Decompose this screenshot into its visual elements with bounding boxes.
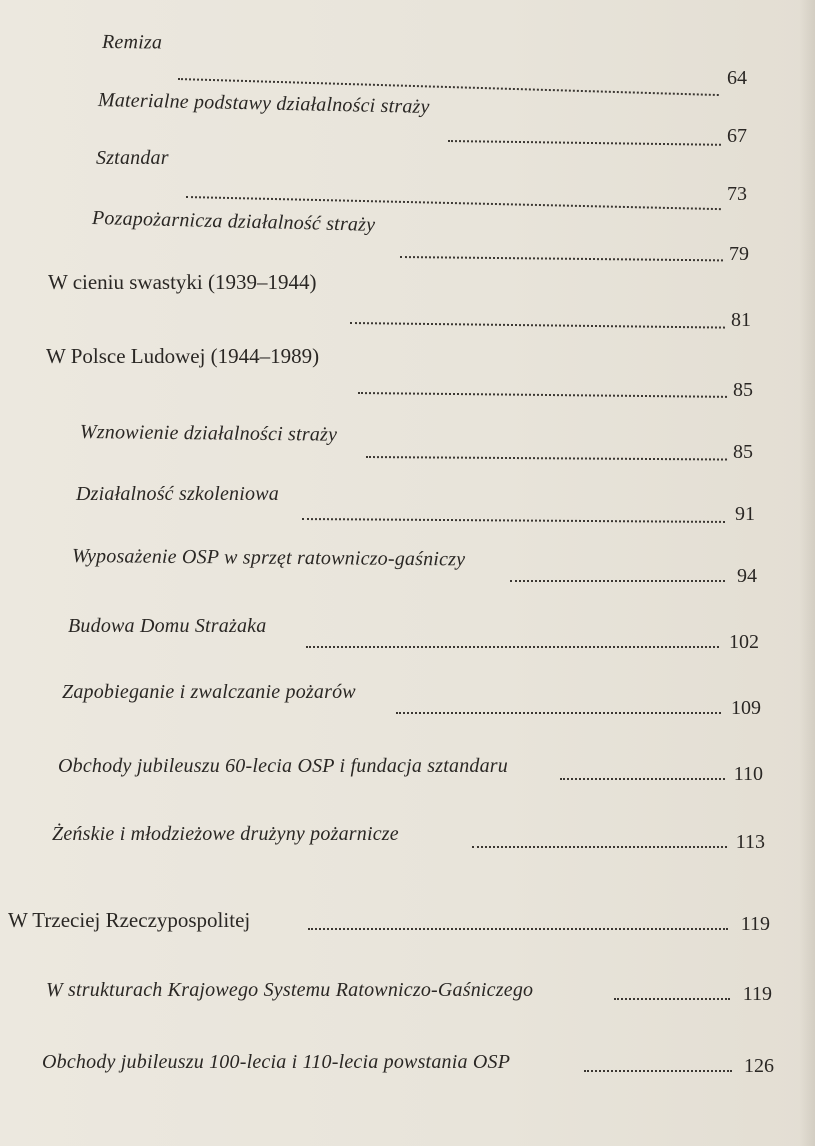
toc-leader [350,322,725,329]
toc-entry-title: Sztandar [96,147,169,169]
toc-entry-wyposazenie [72,540,757,592]
toc-entry-page: 85 [733,379,753,401]
toc-entry-title: Działalność szkoleniowa [76,483,279,505]
toc-entry-title: W strukturach Krajowego Systemu Ratowniczo-Gaśniczego [46,979,534,1001]
toc-entry-page: 119 [740,913,770,935]
toc-entry-title: Pozapożarnicza działalność straży [91,207,376,236]
toc-entry-page: 109 [731,697,761,719]
toc-leader [584,1070,732,1072]
toc-leader [306,646,719,648]
toc-leader [472,846,727,848]
toc-entry-w-polsce-ludowej [46,340,753,406]
toc-entry-budowa-domu-strazaka [68,610,759,658]
toc-leader [366,456,727,461]
toc-entry-obchody-100-110 [42,1046,774,1082]
toc-entry-page: 102 [729,631,759,653]
toc-entry-title: Obchody jubileuszu 100-lecia i 110-lecia powstania OSP [42,1051,511,1073]
toc-entry-page: 94 [737,565,757,587]
toc-entry-dzialalnosc-szkoleniowa [76,478,755,530]
toc-leader [560,778,725,780]
toc-entry-title: W Polsce Ludowej (1944–1989) [46,344,320,368]
toc-entry-sztandar [96,142,747,210]
toc-entry-title: Remiza [101,31,163,54]
toc-entry-title: Zapobieganie i zwalczanie pożarów [62,681,356,703]
toc-entry-page: 119 [742,983,772,1005]
toc-leader [358,392,727,398]
toc-entry-w-cieniu-swastyki [48,266,751,336]
toc-entry-page: 79 [729,243,749,265]
toc-leader [302,518,725,523]
toc-entry-obchody-60 [58,750,763,790]
toc-entry-page: 81 [731,309,751,331]
toc-entry-zapobieganie [62,676,761,724]
toc-entry-page: 85 [733,441,753,463]
toc-entry-page: 67 [727,125,747,147]
toc-entry-page: 113 [735,831,765,853]
toc-leader [510,580,725,582]
toc-entry-wznowienie [80,416,753,468]
toc-entry-zenskie-druzyny [52,818,765,858]
toc-entry-title: W Trzeciej Rzeczypospolitej [8,908,251,932]
toc-entry-page: 110 [733,763,763,785]
toc-entry-title: Wyposażenie OSP w sprzęt ratowniczo-gaśniczy [71,545,466,571]
toc-entry-page: 64 [727,67,747,89]
toc-leader [400,256,723,261]
toc-entry-title: Materialne podstawy działalności straży [97,89,430,118]
toc-entry-title: Obchody jubileuszu 60-lecia OSP i fundacja sztandaru [58,755,508,777]
toc-entry-title: Wznowienie działalności straży [79,421,338,446]
toc-leader [614,998,730,1000]
toc-entry-page: 126 [744,1055,774,1077]
toc-leader [396,712,721,714]
toc-entry-page: 73 [727,183,747,205]
toc-entry-page: 91 [735,503,755,525]
toc-leader [308,928,728,930]
toc-entry-title: Budowa Domu Strażaka [68,615,267,637]
toc-entry-title: W cieniu swastyki (1939–1944) [48,270,317,294]
toc-entry-pozapozarnicza [92,202,749,270]
toc-entry-title: Żeńskie i młodzieżowe drużyny pożarnicze [52,823,399,845]
toc-entry-w-strukturach-ksrg [46,974,772,1010]
toc-entry-w-trzeciej-rzeczypospolitej [8,904,770,940]
